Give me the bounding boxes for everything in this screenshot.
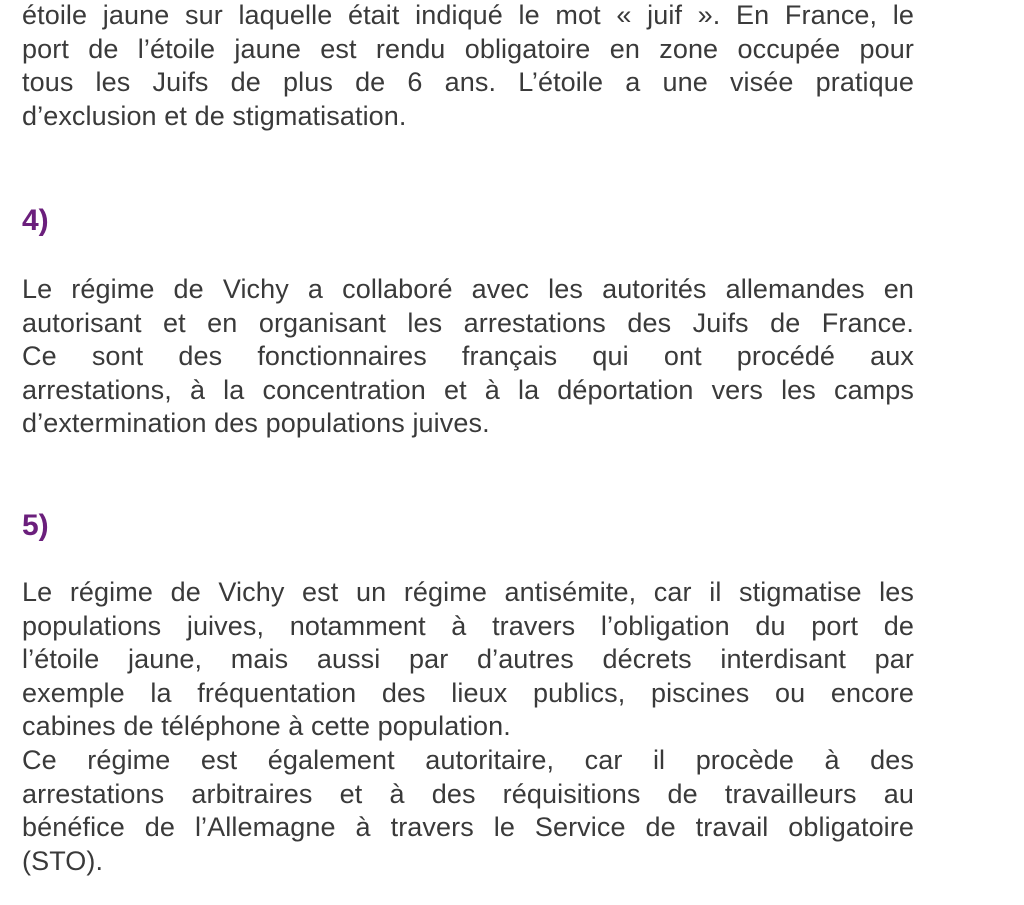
- text-line: tous les Juifs de plus de 6 ans. L’étoile a une visée pratique: [22, 67, 914, 98]
- section-4-heading: 4): [22, 204, 49, 237]
- text-line: bénéfice de l’Allemagne à travers le Service de travail obligatoire: [22, 812, 914, 843]
- section-5-heading: 5): [22, 509, 49, 542]
- text-line: l’étoile jaune, mais aussi par d’autres décrets interdisant par: [22, 644, 914, 675]
- text-line: populations juives, notamment à travers l’obligation du port de: [22, 610, 914, 641]
- text-line: arrestations arbitraires et à des réquisitions de travailleurs au: [22, 778, 914, 809]
- text-line: Ce régime est également autoritaire, car il procède à des: [22, 744, 914, 775]
- intro-paragraph: [22, 0, 914, 133]
- section-4-paragraph: [22, 273, 914, 441]
- text-line: autorisant et en organisant les arrestations des Juifs de France.: [22, 307, 914, 338]
- text-line: cabines de téléphone à cette population.: [22, 711, 511, 742]
- text-line: Le régime de Vichy a collaboré avec les autorités allemandes en: [22, 274, 914, 304]
- section-5-paragraph: [22, 576, 914, 878]
- text-line: d’exclusion et de stigmatisation.: [22, 100, 407, 131]
- text-line: (STO).: [22, 845, 104, 876]
- text-line: port de l’étoile jaune est rendu obligatoire en zone occupée pour: [22, 33, 914, 64]
- text-line: arrestations, à la concentration et à la déportation vers les camps: [22, 374, 914, 405]
- text-line: Le régime de Vichy est un régime antisémite, car il stigmatise les: [22, 577, 914, 607]
- text-line: étoile jaune sur laquelle était indiqué le mot « juif ». En France, le: [22, 0, 914, 30]
- text-line: d’extermination des populations juives.: [22, 408, 490, 439]
- text-line: exemple la fréquentation des lieux publics, piscines ou encore: [22, 677, 914, 708]
- text-line: Ce sont des fonctionnaires français qui ont procédé aux: [22, 341, 914, 372]
